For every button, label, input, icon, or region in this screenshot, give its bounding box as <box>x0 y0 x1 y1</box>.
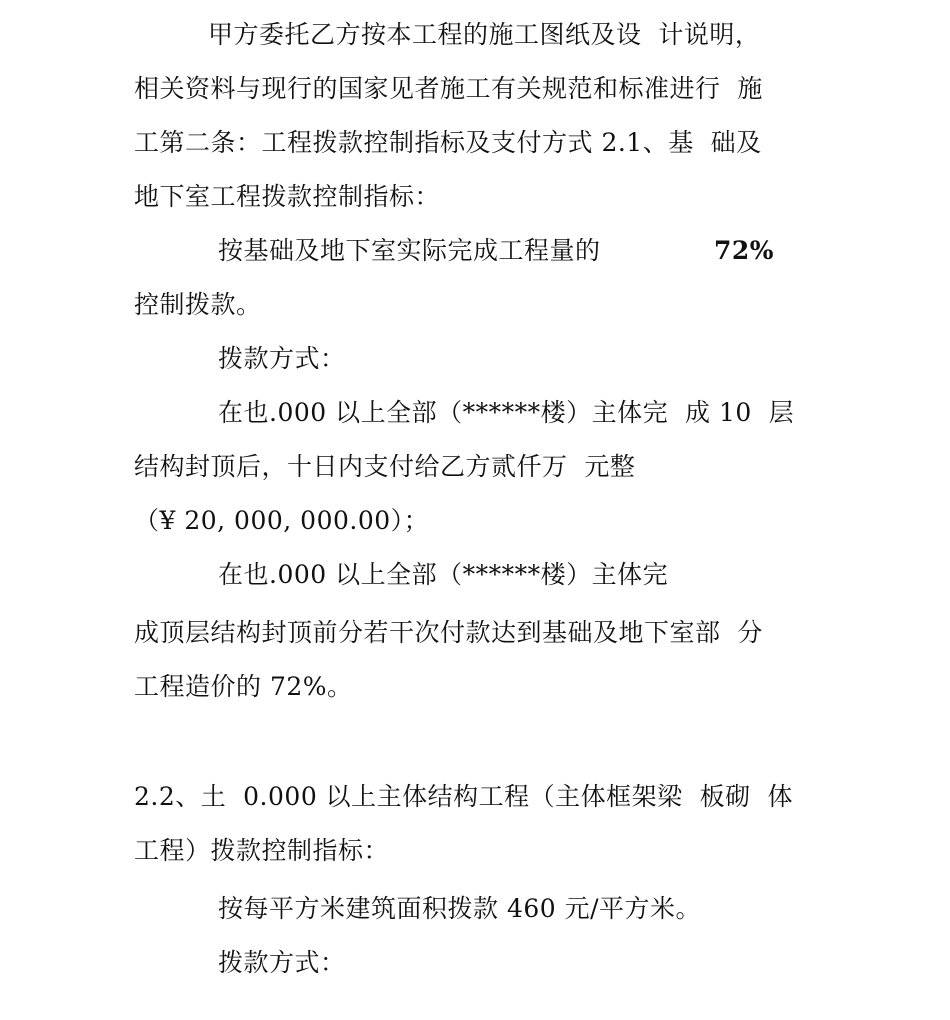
paragraph-line-11: 在也.000 以上全部（******楼）主体完 <box>218 560 669 589</box>
section-heading-2-2: 2.2、土 0.000 以上主体结构工程（主体框架梁 板砌 体 <box>134 782 793 811</box>
paragraph-line-2: 相关资料与现行的国家见者施工有关规范和标准进行 施 <box>134 74 763 103</box>
paragraph-line-6: 控制拨款。 <box>134 290 262 319</box>
percentage-value: 72% <box>714 236 775 265</box>
paragraph-line-16: 按每平方米建筑面积拨款 460 元/平方米。 <box>218 894 702 923</box>
paragraph-line-4: 地下室工程拨款控制指标： <box>134 182 441 211</box>
paragraph-line-1: 甲方委托乙方按本工程的施工图纸及设 计说明， <box>208 20 761 49</box>
paragraph-line-7: 拨款方式： <box>218 344 346 373</box>
paragraph-line-13: 工程造价的 72%。 <box>134 672 353 701</box>
paragraph-line-9: 结构封顶后，十日内支付给乙方贰仟万 元整 <box>134 452 636 481</box>
paragraph-line-15: 工程）拨款控制指标： <box>134 836 390 865</box>
paragraph-line-10: （¥ 20, 000, 000.00）； <box>134 506 430 535</box>
paragraph-line-12: 成顶层结构封顶前分若干次付款达到基础及地下室部 分 <box>134 618 763 647</box>
paragraph-line-5: 按基础及地下室实际完成工程量的 <box>218 236 601 265</box>
paragraph-line-8: 在也.000 以上全部（******楼）主体完 成 10 层 <box>218 398 795 427</box>
paragraph-line-3: 工第二条：工程拨款控制指标及支付方式 2.1、基 础及 <box>134 128 762 157</box>
paragraph-line-17: 拨款方式： <box>218 948 346 977</box>
